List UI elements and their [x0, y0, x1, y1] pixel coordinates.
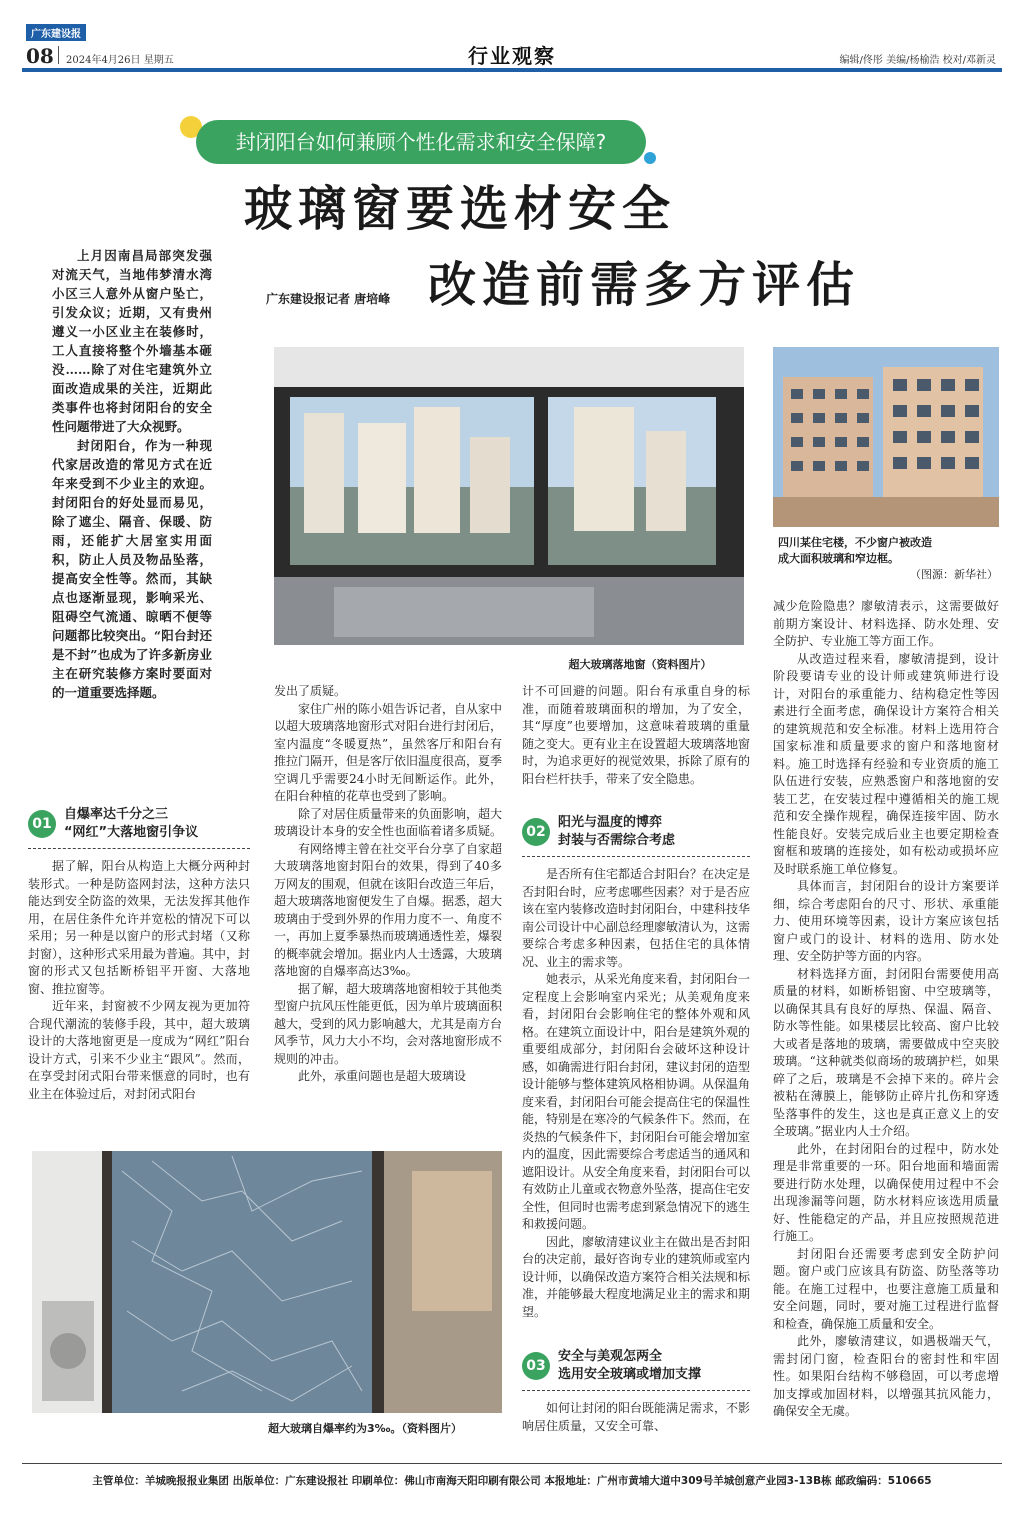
body-paragraph: 发出了质疑。 [274, 684, 347, 698]
caption-building-line2: 成大面积玻璃和窄边框。 [778, 552, 899, 565]
section-rule [522, 1390, 750, 1391]
caption-shattered-photo: 超大玻璃自爆率约为3‰。（资料图片） [268, 1422, 462, 1435]
header-rule [22, 68, 1002, 72]
body-paragraph: 此外，廖敏清建议，如遇极端天气，需封闭门窗，检查阳台的密封性和牢固性。如果阳台结构不够稳固，可以考虑增加支撑或加固材料，以增强其抗风能力，确保安全无虞。 [773, 1334, 999, 1418]
section-title-line1: 自爆率达千分之三 [64, 807, 169, 822]
section-rule [28, 848, 250, 849]
section-title-line2: “网红”大落地窗引争议 [64, 825, 199, 840]
body-paragraph: 她表示，从采光角度来看，封闭阳台一定程度上会影响室内采光；从美观角度来看，封闭阳台会影响住宅的整体外观和风格。在建筑立面设计中，阳台是建筑外观的重要组成部分，封闭阳台会破坏这种设计感，如确需进行阳台封闭，建议封闭的造型设计能够与整体建筑风格相协调。从保温角度来看，封闭阳台可能会提高住宅的保温性能，特别是在寒冷的气候条件下。然而，在炎热的气候条件下，封闭阳台可能会增加室内的温度，因此需要综合考虑适当的通风和遮阳设计。从安全角度来看，封闭阳台可以有效防止儿童或衣物意外坠落，提高住宅安全性，但同时也需考虑到紧急情况下的逃生和救援问题。 [522, 972, 750, 1231]
section-title-line1: 阳光与温度的博弈 [558, 815, 663, 830]
caption-building-line1: 四川某住宅楼，不少窗户被改造 [778, 536, 932, 549]
decor-dot-blue [644, 152, 656, 164]
body-paragraph: 此外，在封闭阳台的过程中，防水处理是非常重要的一环。阳台地面和墙面需要进行防水处理，以确保使用过程中不会出现渗漏等问题，防水材料应该选用质量好、性能稳定的产品，并且应按照规范进行施工。 [773, 1141, 999, 1243]
photo-floor-to-ceiling-window [274, 347, 744, 645]
column-3-top [522, 683, 750, 801]
issue-date: 2024年4月26日 星期五 [66, 55, 174, 66]
photo-residential-building [773, 347, 999, 527]
section-heading-01 [28, 806, 248, 842]
body-paragraph: 有网络博主曾在社交平台分享了自家超大玻璃落地窗封阳台的效果，得到了40多万网友的围观，但就在该阳台改造三年后，超大玻璃落地窗便发生了自爆。据悉，超大玻璃由于受到外界的作用力度不一、角度不一，再加上夏季暴热而玻璃通透性差，爆裂的概率就会增加。据业内人士透露，大玻璃落地窗的自爆率高达3‰。 [274, 841, 502, 978]
headline-line-1: 玻璃窗要选材安全 [244, 181, 677, 237]
section-number: 03 [522, 1352, 550, 1380]
section-title-line1: 安全与美观怎两全 [558, 1349, 663, 1364]
body-paragraph: 是否所有住宅都适合封阳台？在决定是否封阳台时，应考虑哪些因素？对于是否应该在室内装修改造时封闭阳台，中建科技华南公司设计中心副总经理廖敏清认为，这需要综合考虑多种因素，包括住宅的具体情况、业主的需求等。 [522, 867, 750, 969]
body-paragraph: 据了解，阳台从构造上大概分两种封装形式。一种是防盗网封法，这种方法只能达到安全防盗的效果，无法发挥其他作用，在居住条件允许并宽松的情况下可以采用；另一种是以窗户的形式封堵（又称封窗），这种形式采用最为普遍。其中，封窗的形式又包括断桥铝平开窗、大落地窗、推拉窗等。 [28, 859, 250, 996]
lead-paragraph: 上月因南昌局部突发强对流天气，当地伟梦清水湾小区三人意外从窗户坠亡，引发众议；近期，又有贵州遵义一小区业主在装修时，工人直接将整个外墙基本砸没……除了对住宅建筑外立面改造成果的关注，近期此类事件也将封闭阳台的安全性问题带进了大众视野。 [52, 248, 212, 434]
column-3 [522, 866, 750, 1338]
column-4 [773, 598, 999, 1440]
section-rule [522, 856, 750, 857]
body-paragraph: 材料选择方面，封闭阳台需要使用高质量的材料，如断桥铝窗、中空玻璃等，以确保其具有良好的厚热、保温、隔音、防水等性能。如果楼层比较高、窗户比较大或者是落地的玻璃，需要做成中空夹胶玻璃。“这种就类似商场的玻璃护栏，如果碎了之后，玻璃是不会掉下来的。碎片会被粘在薄膜上，能够防止碎片扎伤和穿透坠落事件的发生，这也是真正意义上的安全玻璃。”据业内人士介绍。 [773, 966, 999, 1138]
kicker-bubble: 封闭阳台如何兼顾个性化需求和安全保障? [196, 120, 646, 164]
paper-name-tag: 广东建设报 [26, 24, 86, 41]
body-paragraph: 如何让封闭的阳台既能满足需求，不影响居住质量，又安全可靠、 [522, 1401, 750, 1433]
body-paragraph: 近年来，封窗被不少网友视为更加符合现代潮流的装修手段，其中，超大玻璃设计的大落地窗更是一度成为“网红”阳台设计方式，引来不少业主“跟风”。然而，在享受封闭式阳台带来惬意的同时，也有业主在体验过后，对封闭式阳台 [28, 999, 250, 1101]
section-title-line2: 封装与否需综合考虑 [558, 833, 676, 848]
body-paragraph: 因此，廖敏清建议业主在做出是否封阳台的决定前，最好咨询专业的建筑师或室内设计师，以确保改造方案符合相关法规和标准，并能够最大程度地满足业主的需求和期望。 [522, 1234, 750, 1319]
editors-credit: 编辑/佟彤 美编/杨榆浩 校对/邓新灵 [839, 55, 996, 66]
body-paragraph: 减少危险隐患？廖敏清表示，这需要做好前期方案设计、材料选择、防水处理、安全防护、专业施工等方面工作。 [773, 599, 999, 648]
section-number: 02 [522, 818, 550, 846]
caption-building-photo [778, 534, 998, 582]
body-paragraph: 封闭阳台还需要考虑到安全防护问题。窗户或门应该具有防盗、防坠落等功能。在施工过程中，也要注意施工质量和安全问题，同时，要对施工过程进行监督和检查，确保施工质量和安全。 [773, 1246, 999, 1331]
body-paragraph: 具体而言，封闭阳台的设计方案要详细，综合考虑阳台的尺寸、形状、承重能力、使用环境等因素，设计方案应该包括窗户或门的设计、材料的选用、防水处理、安全防护等方面的内容。 [773, 879, 999, 963]
body-paragraph: 计不可回避的问题。阳台有承重自身的标准，而随着玻璃面积的增加，为了安全，其“厚度”也要增加，这意味着玻璃的重量随之变大。更有业主在设置超大玻璃落地窗时，为追求更好的视觉效果，拆除了原有的阳台栏杆扶手，带来了安全隐患。 [522, 684, 750, 786]
section-heading-03 [522, 1348, 750, 1384]
caption-window-photo: 超大玻璃落地窗（资料图片） [568, 658, 712, 671]
lead-paragraph: 封闭阳台，作为一种现代家居改造的常见方式在近年来受到不少业主的欢迎。封闭阳台的好处显而易见，除了遮尘、隔音、保暖、防雨，还能扩大居室实用面积，防止人员及物品坠落，提高安全性等。然而，其缺点也逐渐显现，影响采光、阻碍空气流通、晾晒不便等问题都比较突出。“阳台封还是不封”也成为了许多新房业主在研究装修方案时要面对的一道重要选择题。 [52, 438, 212, 700]
body-paragraph: 除了对居住质量带来的负面影响，超大玻璃设计本身的安全性也面临着诸多质疑。 [274, 806, 502, 838]
section-title-text [558, 1348, 701, 1384]
footer-rule [22, 1463, 1002, 1464]
section-number: 01 [28, 810, 56, 838]
section-title: 行业观察 [468, 44, 556, 68]
byline: 广东建设报记者 唐培峰 [266, 292, 391, 306]
body-paragraph: 据了解，超大玻璃落地窗相较于其他类型窗户抗风压性能更低，因为单片玻璃面积越大，受到的风力影响越大，尤其是南方台风季节，风力大小不均，会对落地窗形成不规则的冲击。 [274, 981, 502, 1066]
column-3-bottom [522, 1400, 750, 1440]
headline-line-2: 改造前需多方评估 [428, 257, 861, 313]
section-heading-02 [522, 814, 750, 850]
column-2 [274, 683, 502, 1123]
page-number: 08 [26, 44, 54, 68]
section-title-text [64, 806, 198, 842]
lead-paragraphs [52, 246, 212, 702]
column-1 [28, 858, 250, 1123]
photo-shattered-glass [32, 1151, 502, 1413]
footer-publisher-info: 主管单位：羊城晚报报业集团 出版单位：广东建设报社 印刷单位：佛山市南海天阳印刷有限公司 本报地址：广州市黄埔大道中309号羊城创意产业园3-13B栋 邮政编码：510665 [92, 1475, 932, 1487]
body-paragraph: 此外，承重问题也是超大玻璃设 [298, 1069, 467, 1083]
section-title-line2: 选用安全玻璃或增加支撑 [558, 1367, 702, 1382]
body-paragraph: 家住广州的陈小姐告诉记者，自从家中以超大玻璃落地窗形式对阳台进行封闭后，室内温度“冬暖夏热”，虽然客厅和阳台有推拉门隔开，但是客厅依旧温度很高，夏季空调几乎需要24小时无间断运作。此外，在阳台种植的花草也受到了影响。 [274, 701, 502, 803]
body-paragraph: 从改造过程来看，廖敏清提到，设计阶段要请专业的设计师或建筑师进行设计，对阳台的承重能力、结构稳定性等因素进行全面考虑，确保设计方案符合相关的建筑规范和安全标准。材料上选用符合国家标准和质量要求的窗户和落地窗材料。施工时选择有经验和专业资质的施工队伍进行安装，应熟悉窗户和落地窗的安装工艺，在安装过程中遵循相关的施工规范和安全操作规程，确保连接牢固、防水性能良好。安装完成后业主也要定期检查窗框和玻璃的连接处，如有松动或损坏应及时联系施工单位修复。 [773, 651, 999, 876]
section-title-text [558, 814, 675, 850]
caption-building-credit: （图源：新华社） [910, 568, 998, 581]
